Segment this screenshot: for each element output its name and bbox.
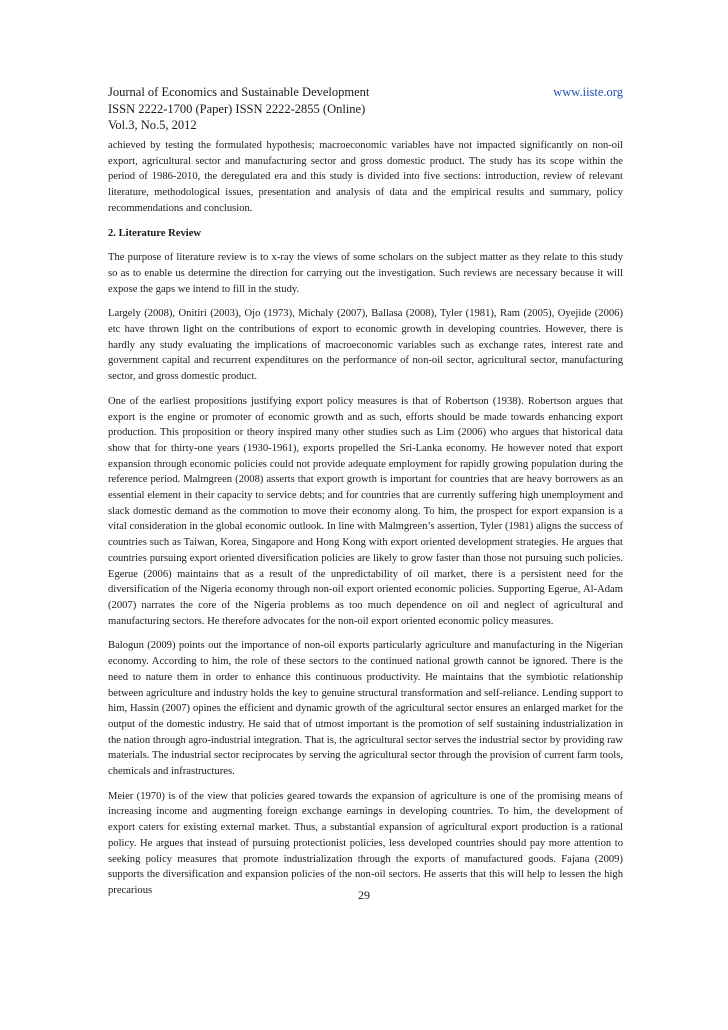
paragraph-prior-studies: Largely (2008), Onitiri (2003), Ojo (1973), Michaly (2007), Ballasa (2008), Tyler (1981), Ram (2005), Oyejide (2006) etc have thrown light on the contributions of export to economic growth in developing countries. However, there is hardly any study evaluating the implications of macroeconomic variables such as exchange rates, interest rate and government capital and recurrent expenditures on the performance of non-oil sector, agricultural sector, manufacturing sector, and gross domestic product. — [108, 308, 623, 383]
journal-header — [108, 84, 623, 134]
article-body — [108, 138, 623, 908]
paragraph-agricultural-policy: Meier (1970) is of the view that policies geared towards the expansion of agriculture is one of the promising means of increasing income and augmenting foreign exchange earnings in developing countries. To him, the development of export caters for existing external market. Thus, a substantial expansion of agricultural export production is a rational policy. He argues that instead of pursuing protectionist policies, less developed countries should pay more attention to seeking policy measures that promote industrialization through the exports of manufactured goods. Fajana (2009) supports the diversification and expansion policies of the non-oil sectors. He asserts that this will help to lessen the high precarious — [108, 790, 623, 896]
page-number: 29 — [358, 888, 370, 902]
section-heading-literature-review: 2. Literature Review — [108, 227, 202, 239]
paragraph-export-propositions: One of the earliest propositions justifying export policy measures is that of Robertson (1938). Robertson argues that export is the engine or promoter of economic growth and as such, efforts should be made towards enhancing export production. This proposition or theory inspired many other studies such as Lim (2006) who argues that historical data show that for thirty-one years (1930-1961), exports propelled the Sri-Lanka economy. He however noted that export expansion through economic policies could not provide adequate employment for rapidly growing population during the reference period. Malmgreen (2008) asserts that export growth is important for countries that are heavy borrowers as an essential element in their capacity to service debts; and for countries that are currently suffering high unemployment and slack domestic demand as the commotion to move their economy along. To him, the prospect for export expansion is a vital consideration in the global economic outlook. In line with Malmgreen’s assertion, Tyler (1981) aligns the success of countries such as Taiwan, Korea, Singapore and Hong Kong with export oriented development strategies. He argues that countries pursuing export oriented diversification policies are likely to grow faster than those not pursuing such policies. Egerue (2006) maintains that as a result of the unpredictability of oil market, there is a persistent need for the diversification of the Nigeria economy through non-oil export oriented economic policies. Supporting Egerue, Al-Adam (2007) narrates the core of the Nigeria problems as too much dependence on oil and neglect of agricultural and manufacturing sectors. He therefore advocates for the non-oil export oriented economic policy measures. — [108, 395, 623, 627]
paragraph-non-oil-importance: Balogun (2009) points out the importance of non-oil exports particularly agriculture and manufacturing in the Nigerian economy. According to him, the role of these sectors to the continued national growth cannot be ignored. There is the need to nature them in order to enhance this continuous productivity. He maintains that the symbiotic relationship between agriculture and industry holds the key to genuine structural transformation and self-reliance. Lending support to him, Hassin (2007) opines the efficient and dynamic growth of the agricultural sector ensures an enlarged market for the output of the domestic industry. He said that of utmost important is the promotion of self sustaining industrialization in the nation through agro-industrial integration. That is, the agricultural sector serves the industrial sector by providing raw materials. The industrial sector reciprocates by serving the agricultural sector through the provision of current farm tools, chemicals and infrastructures. — [108, 640, 623, 778]
volume-line: Vol.3, No.5, 2012 — [108, 118, 197, 132]
paragraph-intro-end: achieved by testing the formulated hypothesis; macroeconomic variables have not impacted significantly on non-oil export, agricultural sector and manufacturing sector and gross domestic product. The study has its scope within the period of 1986-2010, the deregulated era and this study is divided into five sections: introduction, review of relevant literature, methodological issues, presentation and analysis of data and the empirical results and summary, policy recommendations and conclusion. — [108, 140, 623, 214]
journal-title: Journal of Economics and Sustainable Development — [108, 85, 370, 99]
paragraph-review-purpose: The purpose of literature review is to x-ray the views of some scholars on the subject matter as they relate to this study so as to enable us determine the direction for carrying out the investigation. Such reviews are necessary because it will expose the gaps we intend to fill in the study. — [108, 252, 623, 295]
journal-url-link[interactable]: www.iiste.org — [553, 85, 623, 99]
issn-line: ISSN 2222-1700 (Paper) ISSN 2222-2855 (Online) — [108, 101, 366, 116]
